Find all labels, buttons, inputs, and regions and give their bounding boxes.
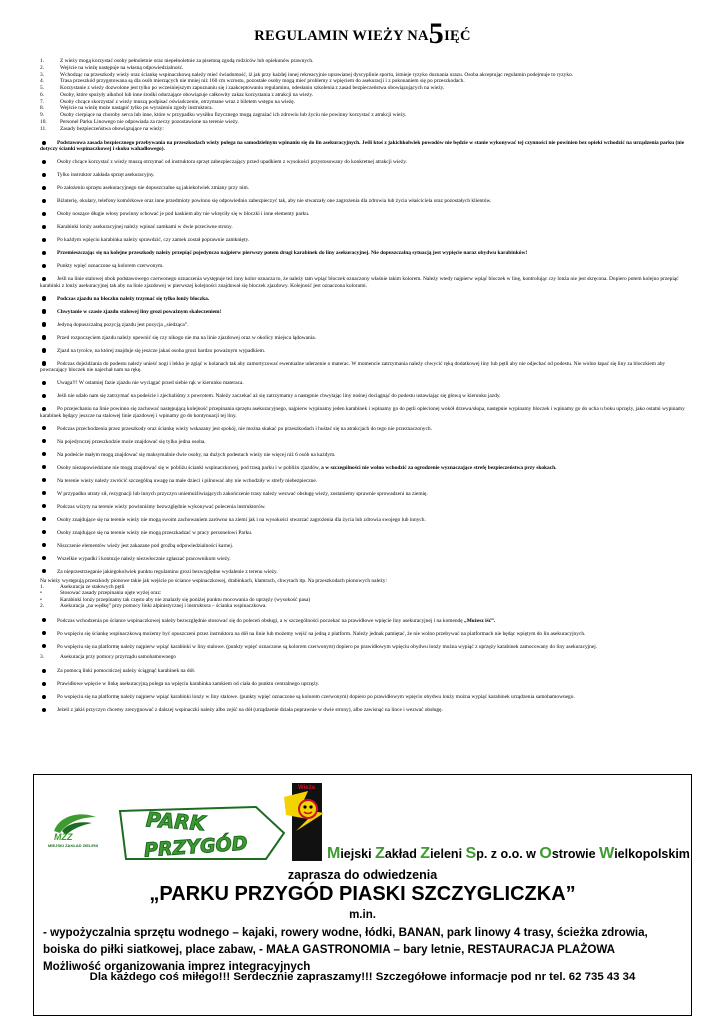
rule-number: 5. (40, 85, 45, 91)
rule-item (40, 72, 680, 79)
obstacle-marker: 3. (40, 653, 45, 660)
bullet-item (40, 478, 688, 484)
bullet-text: Podstawowa zasada bezpiecznego przebywania na przeszkodach wieży polega na samodzielnym wpinaniu się do lin asekuracyjnych. Jeśli ktoś z jakichkolwiek powodów nie będzie w stanie wykonywać tej czynności nie powinien bez opieki wchodzić na urządzenia parku (nie dotyczy ścianki wspinaczkowej i skoku wahadłowego). (40, 140, 685, 153)
bullet-icon (42, 394, 46, 398)
rule-number: 10. (40, 118, 47, 125)
bullet-text: Podczas wchodzenia po ściance wspinaczkowej należy bezwzględnie stosować się do poleceń obsługi, a w szczególności poczekać na prawidłowe wpięcie liny asekuracyjnej i na komendę (57, 617, 464, 624)
rule-item (40, 65, 680, 72)
svg-text:PARK: PARK (145, 807, 207, 836)
svg-text:PRZYGÓD: PRZYGÓD (143, 832, 249, 862)
bullet-icon (42, 361, 46, 365)
bullet-icon (42, 543, 46, 547)
bullet-icon (42, 530, 46, 534)
company-name (327, 845, 690, 863)
bullet-icon (42, 465, 46, 469)
company-initial: Z (420, 845, 431, 862)
bullet-icon (42, 381, 46, 385)
title-part: REGULAMIN WIEŻY NA (254, 28, 429, 44)
bullet-item (40, 426, 688, 432)
bullet-text: Wszelkie wypadki i kontuzje należy niezwłocznie zgłaszać pracownikom wieży. (57, 555, 231, 562)
document-title (0, 17, 725, 50)
bullet-item (40, 406, 688, 419)
invite-text: zaprasza do odwiedzenia (287, 868, 438, 882)
bullet-icon (42, 212, 46, 216)
company-initial: O (539, 845, 552, 862)
rule-number: 2. (40, 64, 45, 71)
obstacle-item (40, 603, 688, 609)
bullet-icon (42, 322, 46, 326)
svg-text:MZZ: MZZ (54, 832, 73, 842)
bullet-icon (42, 644, 46, 648)
company-word: ielkopolskim (614, 847, 690, 861)
bullet-text: Podczas zjazdu na bloczku należy trzymać się tylko lonży bloczka. (57, 295, 210, 302)
bullet-icon (42, 407, 46, 411)
bullet-text: Jeśli na linie stalowej obok podstawowego czerwonego oznaczenia występuje też inny kolor oznacza to, że należy tam wpiąć bloczek oznaczony właśnie takim kolorem. Należy wtedy najpierw wpiąć bloczek w linę, kontrolując czy lonża nie jest skręcona. Dopiero potem kolejno przepiąć karabinki z lonży asekuracyjnej tak aby na linie zjazdowej w pierwszej kolejności znajdował się bloczek zjazdowy. Kolejność jest oznaczona kolorami. (40, 276, 679, 289)
bullet-text: Jeśli nie udało nam się zatrzymać na podeście i zjechaliśmy z powrotem. Należy zaczekać aż się zatrzymamy a następnie chwytając liny nośnej dociągnąć do podestu ustawiając się głową w kierunku jazdy. (57, 393, 501, 400)
bullet-icon (42, 238, 46, 242)
bullet-text: Osoby niezapowiedziane nie mogą znajdować się w pobliżu ścianki wspinaczkowej, pod trasą parku i w pobliżu zjazdów, (57, 464, 322, 471)
rule-item (40, 85, 680, 92)
bullet-icon (42, 504, 46, 508)
rule-number: 3. (40, 71, 45, 78)
obstacle-marker: 1. (40, 584, 45, 591)
bullet-icon (42, 491, 46, 495)
rule-text: Zasady bezpieczeństwa obowiązujące na wieży: (60, 125, 164, 132)
bullet-text: Za nieprzestrzeganie jakiegokolwiek punktu regulaminu grozi bezwzględne wydalenie z terenu wieży. (57, 568, 278, 575)
bullet-item (40, 644, 688, 650)
bullet-text: Po wspięciu się na platformę należy najpierw wpiąć karabinki w liny stalowe. (punkty wpięć oznaczone są kolorem czerwonym) dopiero po prawidłowym wpięciu obydwu lonży można wypiąć z uprzęży karabinek zamocowany do liny asekuracyjnej. (57, 643, 598, 650)
obstacle-item (40, 654, 688, 660)
bullet-item (40, 172, 688, 178)
bullet-text: Niszczenie elementów wieży jest zakazane pod groźbą odpowiedzialności karnej. (57, 542, 234, 549)
rule-item (40, 126, 680, 133)
rule-text: Wejście na wieżę może nastąpić tylko po wyrażeniu zgody instruktora. (60, 105, 213, 112)
obstacle-item-3 (40, 654, 688, 660)
svg-text:MIEJSKI ZAKŁAD ZIELENI: MIEJSKI ZAKŁAD ZIELENI (48, 843, 99, 848)
bullet-bold-text: „Możesz iść”. (464, 617, 496, 624)
bullet-item (40, 322, 688, 328)
rule-item (40, 58, 680, 65)
bullet-text: Punkty wpięć oznaczone są kolorem czerwonym. (57, 263, 164, 270)
bullet-text: Biżuterię, okulary, telefony komórkowe oraz inne przedmioty powinno się odpowiednio zabezpieczyć tak, aby nie stwarzały one zagrożenia dla zdrowia lub życia właściciela oraz pozostałych klientów. (57, 198, 492, 205)
bullet-text: Przed rozpoczęciem zjazdu należy upewnić się czy nikogo nie ma na linie zjazdowej oraz w okolicy miejsca lądowania. (57, 334, 316, 341)
bullet-icon (42, 478, 46, 482)
bullet-text: Uwaga!!! W ostatniej fazie zjazdu nie wyciągać przed siebie rąk w kierunku materaca. (57, 380, 244, 387)
bullet-item (40, 309, 688, 315)
obstacle-text: Karabinki lonży przepinamy tak często aby nie znalazły się poniżej punktu mocowania do uprzęży (wysokość pasa) (60, 596, 311, 603)
rules-list (40, 58, 680, 132)
bullet-text: Na podeście małym mogą znajdować się maksymalnie dwie osoby, na dużych podestach wieży nie więcej niż 6 osób na każdym. (57, 451, 336, 458)
company-word: ieleni (430, 847, 466, 861)
rule-number: 9. (40, 112, 45, 118)
bullet-item (40, 707, 688, 713)
bullet-item (40, 159, 688, 165)
bullet-item (40, 631, 688, 637)
bullet-bold-text: a w szczególności nie wolno wchodzić za ogrodzenie wyznaczające strefę bezpieczeństwa przy skokach. (321, 464, 557, 471)
rule-text: Wejście na wieżę następuje na własną odpowiedzialność. (60, 64, 184, 71)
bullet-icon (42, 309, 46, 313)
bullet-text: Po przejechaniu na linie powinno się zachować następującą kolejność przepinania sprzętu asekuracyjnego, najpierw wypinamy jeden karabinek i wpinamy go do pętli oplecionej wokół drzewa/słupa, następnie wypinamy bloczek i wpinamy go do ucha u boku uprzęży, jako ostatni wypinamy karabinek będący jeszcze na stalowej linie zjazdowej i wpinamy go do kontynuacji tej liny. (40, 406, 685, 419)
bullet-text: Na pojedynczej przeszkodzie może znajdować się tylko jedna osoba. (57, 438, 206, 445)
bullet-item (40, 569, 688, 575)
obstacle-marker: 2. (40, 603, 45, 610)
company-word: strowie (551, 847, 600, 861)
obstacle-text: Stosować zasady przepinania ujęte wyżej oraz: (60, 590, 162, 597)
bullet-icon (42, 682, 46, 686)
bullet-icon (42, 695, 46, 699)
bullet-icon (42, 452, 46, 456)
bullet-item (40, 224, 688, 230)
bullet-text: W przypadku utraty sił, rezygnacji lub innych przyczyn uniemożliwiających zakończenie trasy należy wezwać obsługę wieży, zostaniemy sprawnie sprowadzeni na ziemię. (57, 490, 428, 497)
bullet-text: Osoby znajdujące się na terenie wieży nie mogą swoim zachowaniem zarówno na ziemi jak i na wysokości stwarzać zagrożenia dla życia lub zdrowia swojego lub innych. (57, 516, 426, 523)
bullet-icon (42, 569, 46, 573)
bullet-icon (42, 160, 46, 164)
company-initial: Z (375, 845, 385, 862)
bullet-item (40, 681, 688, 687)
bullet-text: Podczas dojeżdżania do podestu należy unieść nogi i lekko je zgiąć w kolanach tak aby zamortyzować ewentualne uderzenie o materac. W momencie zatrzymania należy chwycić ręką dodatkowej liny lub pętli aby nie odjechać od podestu. Nie wolno łapać się liny za bloczkiem aby powracający bloczek nie najechał nam na rękę. (40, 360, 666, 374)
bullet-item (40, 296, 688, 302)
bullet-icon (42, 225, 46, 229)
bullet-item (40, 439, 688, 445)
bullet-icon (42, 439, 46, 443)
bullet-icon (42, 618, 46, 622)
company-initial: M (327, 845, 341, 862)
bullet-item (40, 198, 688, 204)
bullet-item (40, 556, 688, 562)
bullet-icon (42, 335, 46, 339)
bullet-item (40, 335, 688, 341)
bullet-text: Po wspięciu się na platformę należy najpierw wpiąć karabinki lonży w liny stalowe. (punkty wpięć oznaczone są kolorem czerwonym) dopiero po prawidłowym wpięciu obydwu lonży można wypiąć karabinek urządzenia samohamownego. (57, 694, 575, 701)
park-przygod-logo (116, 803, 291, 863)
rule-text: Trasa przeszkód przygotowana są dla osób mierzących nie mniej niż 160 cm wzrostu, pozostałe osoby mogą mieć problemy z wpięciem do asekuracji i z pokonaniem się po przeszkodach. (60, 78, 465, 85)
rule-number: 1. (40, 58, 45, 64)
bullet-icon (42, 517, 46, 521)
bullet-item (40, 276, 688, 289)
bullet-item (40, 504, 688, 510)
company-initial: S (465, 845, 477, 862)
rule-item (40, 78, 680, 85)
bullet-text: Po każdym wpięciu karabinka należy sprawdzić, czy zamek został poprawnie zamknięty. (57, 237, 250, 244)
rule-text: Personel Parku Linowego nie odpowiada za rzeczy pozostawione na terenie wieży. (60, 118, 239, 125)
bullet-text: Za pomocą linki pomocniczej należy ściągnąć karabinek na dół. (57, 668, 196, 675)
bullet-item (40, 361, 688, 374)
svg-text:Wieża: Wieża (298, 785, 315, 791)
rule-item (40, 105, 680, 112)
bullet-text: Po założeniu sprzętu asekuracyjnego nie dopuszczalne są jakiekolwiek zmiany przy nim. (57, 185, 250, 192)
bullet-icon (42, 556, 46, 560)
advertisement-box (33, 774, 692, 1016)
bullet-icon (42, 264, 46, 268)
bullet-text: Zjazd na tyrolce, na której znajduje się jeszcze jakaś osoba grozi bardzo poważnym wypadkiem. (57, 347, 266, 354)
rule-text: Osoby cierpiące na choroby serca lub inne, które w przypadku wysiłku fizycznego mogą zagrażać ich zdrowiu lub życiu nie powinny korzystać z atrakcji wieży. (60, 112, 407, 118)
bullet-text: Podczas wizyty na terenie wieży powinniśmy bezwzględnie wykonywać polecenia instruktorów. (57, 503, 266, 510)
bullet-text: Chwytanie w czasie zjazdu stalowej liny grozi poważnym skaleczeniem! (57, 308, 222, 315)
bullet-item (40, 263, 688, 269)
company-word: akład (384, 847, 421, 861)
bullet-item (40, 211, 688, 217)
bullet-icon (42, 708, 46, 712)
bullet-text: Osoby noszące długie włosy powinny schować je pod kaskiem aby nie wkręciły się w bloczki i inne elementy parku. (57, 211, 310, 218)
bullet-item (40, 491, 688, 497)
rule-number: 4. (40, 78, 45, 85)
title-five: 5 (428, 17, 445, 50)
rule-text: Osoby, które spożyły alkohol lub inne środki odurzające obowiązuje całkowity zakaz korzystania z atrakcji na wieży. (60, 91, 314, 98)
rule-number: 6. (40, 91, 45, 98)
events-text: Możliwość organizowania imprez integracyjnych (43, 960, 311, 973)
bullet-text: Osoby znajdujące się na terenie wieży nie mogą przeszkadzać w pracy personelowi Parku. (57, 529, 253, 536)
title-part-end: IĘĆ (444, 28, 471, 44)
bullet-item (40, 140, 688, 153)
bullet-item (40, 668, 688, 674)
bullet-item (40, 185, 688, 191)
rule-item (40, 92, 680, 99)
park-title: „PARKU PRZYGÓD PIASKI SZCZYGLICZKA” (149, 883, 576, 905)
company-word: p. z o.o. w (476, 847, 540, 861)
bullet-icon (42, 277, 46, 281)
bullet-item (40, 380, 688, 386)
company-initial: W (599, 845, 615, 862)
bullet-text: Po wspięciu się ściankę wspinaczkową możemy być opuszczeni przez instruktora na dół na linie lub możemy wejść na jedną z platform. Należy jednak pamiętać, że nie wolno przebywać na platformach nie będąc wpiętym do lin asekuracyjnych. (57, 630, 586, 637)
rule-item (40, 119, 680, 126)
bullet-item (40, 348, 688, 354)
rule-text: Korzystanie z wieży dozwolone jest tylko po wcześniejszym zapoznaniu się i zaakceptowaniu regulaminu, odesłaniu szkolenia z zasad bezpieczeństwa obowiązujących na wieży. (60, 85, 445, 91)
obstacle-marker: • (40, 590, 42, 597)
mzz-logo (46, 809, 110, 849)
bullet-item (40, 530, 688, 536)
obstacles-list (40, 584, 688, 610)
bullet-text: Karabinki lonży asekuracyjnej należy wpinać zamkami w dwie przeciwne strony. (57, 224, 233, 231)
obstacle-text: Asekuracja „na wędkę” przy pomocy linki alpinistycznej i instruktora – ścianka wspinaczkowa. (60, 603, 267, 610)
safety-rules-list (40, 140, 688, 720)
bullet-text: Na terenie wieży należy zwrócić szczególną uwagę na małe dzieci i pilnować aby nie wchodziły w strefy niebezpieczne. (57, 477, 318, 484)
bullet-item (40, 393, 688, 399)
bullet-item (40, 465, 688, 471)
obstacles-intro: Na wieży występują przeszkody pionowe takie jak wejście po ściance wspinaczkowej, drabinkach, klamrach, chwytach itp. Na przeszkodach pionowych należy: (40, 577, 387, 584)
bullet-text: Prawidłowe wpięcie w linkę asekuracyjną polega na wpięciu karabinka zamkiem od ciała do punktu centralnego uprzęży. (57, 681, 320, 688)
obstacle-marker: • (40, 596, 42, 603)
rule-item (40, 99, 680, 106)
bullet-icon (42, 251, 46, 255)
rule-number: 8. (40, 105, 45, 112)
bullet-item (40, 694, 688, 700)
bullet-item (40, 517, 688, 523)
bullet-text: Jedyną dopuszczalną pozycją zjazdu jest pozycja „siedząca”. (57, 321, 189, 328)
rule-text: Z wieży mogą korzystać osoby pełnoletnie oraz niepełnoletnie za pisemną zgodą rodziców lub opiekunów prawnych. (60, 58, 314, 64)
rule-number: 7. (40, 98, 45, 105)
obstacle-text: Asekuracja przy pomocy przyrządu samohamownego (60, 653, 176, 660)
bullet-text: Osoby chcące korzystać z wieży muszą otrzymać od instruktora sprzęt zabezpieczający przed upadkiem z wysokości przystosowany do konkretnej atrakcji wieży. (57, 159, 407, 166)
min-label: m.in. (349, 909, 376, 921)
contact-footer: Dla każdego coś miłego!!! Serdecznie zapraszamy!!! Szczegółowe informacje pod nr tel. 62 735 43 34 (89, 971, 636, 983)
bullet-item (40, 618, 688, 624)
bullet-icon (42, 669, 46, 673)
bullet-item (40, 543, 688, 549)
bullet-icon (42, 199, 46, 203)
bullet-text: Jeżeli z jakiś przyczyn chcemy zrezygnować z dalszej wspinaczki należy albo zejść na dół (urządzenie działa poprawnie w dwie strony), albo zawisnąć na lincе i wezwać obsługę. (57, 707, 443, 714)
bullet-icon (42, 296, 46, 300)
tower-mascot-icon (278, 779, 334, 865)
bullet-icon (42, 186, 46, 190)
bullet-item (40, 250, 688, 256)
rule-text: Osoby chcące skorzystać z wieży muszą podpisać oświadczenie, otrzymane wraz z biletem wstępu na wieżę. (60, 98, 295, 105)
bullet-icon (42, 631, 46, 635)
bullet-text: Tylko instruktor zakłada sprzęt asekuracyjny. (57, 172, 155, 179)
bullet-icon (42, 173, 46, 177)
bullet-text: Przemieszczając się na kolejne przeszkody należy przepiąć pojedynczo najpierw pierwszy potem drugi karabinek do liny asekuracyjnej. Nie dopuszczalną sytuacją jest wypięcie naraz obydwu karabinków! (57, 250, 528, 257)
obstacle-text: Asekuracja ze stałowych pętli (60, 584, 125, 591)
rule-text: Wchodząc na przeszkody wieży oraz ściankę wspinaczkową należy mieć świadomość, iż jak przy każdej innej rekreacyjnie uprawianej dyscyplinie sportu, istnieje ryzyko doznania urazu. Osoba akceptując regulamin podejmuje to ryzyko. (60, 71, 574, 78)
bullet-icon (42, 141, 46, 145)
rule-number: 11. (40, 125, 47, 132)
rule-item (40, 112, 680, 119)
bullet-icon (42, 348, 46, 352)
bullet-item (40, 452, 688, 458)
attractions-text (43, 924, 683, 975)
bullet-text: Podczas przechodzenia przez przeszkody oraz ściankę wieży wskazany jest spokój, nie można skakać po przeszkodach i huśtać się na atrakcjach do tego nie przeznaczonych. (57, 425, 432, 432)
bullet-icon (42, 426, 46, 430)
attractions-list: - wypożyczalnia sprzętu wodnego – kajaki, rowery wodne, łódki, BANAN, park linowy 4 trasy, ścieżka zdrowia, boiska do piłki siatkowej, place zabaw, - MAŁA GASTRONOMIA – bary letnie, RESTAURACJA PLAŻOWA (43, 926, 648, 956)
bullet-item (40, 237, 688, 243)
company-word: iejski (340, 847, 376, 861)
